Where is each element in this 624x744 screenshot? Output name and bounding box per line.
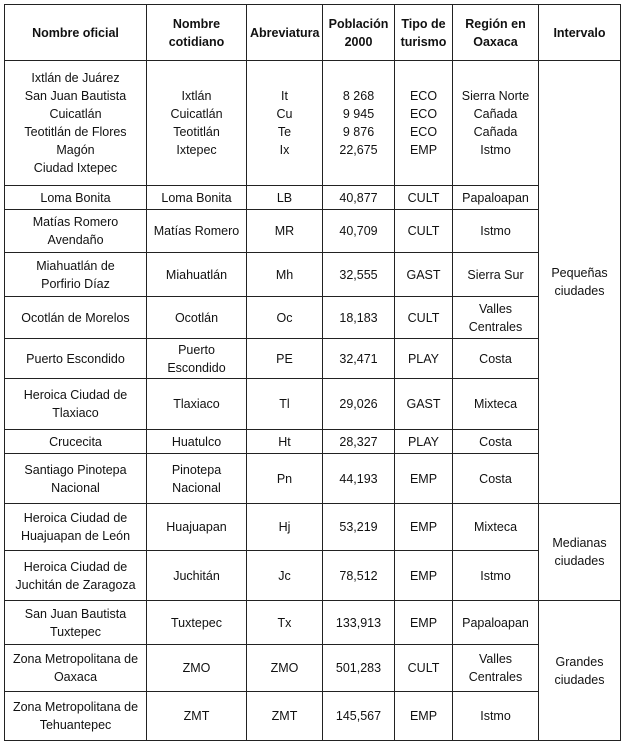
header-region: Región en Oaxaca — [453, 5, 539, 61]
cell-population: 29,026 — [323, 379, 395, 430]
cell-tourism-type: PLAY — [395, 430, 453, 454]
cell-region: Costa — [453, 339, 539, 379]
cell-population: 53,219 — [323, 504, 395, 551]
table-row — [5, 454, 621, 504]
cell-region: Istmo — [453, 692, 539, 741]
cell-common-name: Tuxtepec — [147, 601, 247, 645]
header-abbreviation: Abreviatura — [247, 5, 323, 61]
cell-common-name: ZMT — [147, 692, 247, 741]
header-official-name: Nombre oficial — [5, 5, 147, 61]
table-row — [5, 601, 621, 645]
header-population: Población 2000 — [323, 5, 395, 61]
table-row — [5, 504, 621, 551]
cell-abbreviation: PE — [247, 339, 323, 379]
cell-common-name: Puerto Escondido — [147, 339, 247, 379]
interval-medium-cities: Medianas ciudades — [539, 504, 621, 601]
cell-official-name: Matías Romero Avendaño — [5, 210, 147, 253]
table-row — [5, 61, 621, 186]
cell-region: Istmo — [453, 551, 539, 601]
cell-official-name: Heroica Ciudad de Tlaxiaco — [5, 379, 147, 430]
cell-tourism-type: GAST — [395, 253, 453, 297]
cell-common-name: ZMO — [147, 645, 247, 692]
cell-official-name: Crucecita — [5, 430, 147, 454]
cell-tourism-type: CULT — [395, 645, 453, 692]
cell-official-name: Heroica Ciudad de Juchitán de Zaragoza — [5, 551, 147, 601]
cell-population: 133,913 — [323, 601, 395, 645]
table-row — [5, 253, 621, 297]
cell-population: 44,193 — [323, 454, 395, 504]
cell-population: 18,183 — [323, 297, 395, 339]
cell-abbreviation: ZMO — [247, 645, 323, 692]
cell-population: 40,877 — [323, 186, 395, 210]
cell-region: Papaloapan — [453, 186, 539, 210]
cell-common-name: Loma Bonita — [147, 186, 247, 210]
cell-abbreviation: MR — [247, 210, 323, 253]
cell-official-name: Ocotlán de Morelos — [5, 297, 147, 339]
cell-common-name: Miahuatlán — [147, 253, 247, 297]
cell-official-name: Zona Metropolitana de Tehuantepec — [5, 692, 147, 741]
table-row — [5, 210, 621, 253]
cell-region: Valles Centrales — [453, 645, 539, 692]
cell-region: Costa — [453, 430, 539, 454]
cell-tourism-type: CULT — [395, 210, 453, 253]
cell-region: Costa — [453, 454, 539, 504]
cell-abbreviation: It Cu Te Ix — [247, 61, 323, 186]
header-common-name: Nombre cotidiano — [147, 5, 247, 61]
cell-region: Valles Centrales — [453, 297, 539, 339]
cell-region: Mixteca — [453, 504, 539, 551]
cell-official-name: Loma Bonita — [5, 186, 147, 210]
cell-official-name: Santiago Pinotepa Nacional — [5, 454, 147, 504]
cell-population: 145,567 — [323, 692, 395, 741]
cell-region: Papaloapan — [453, 601, 539, 645]
cell-population: 501,283 — [323, 645, 395, 692]
cell-tourism-type: EMP — [395, 454, 453, 504]
header-tourism-type: Tipo de turismo — [395, 5, 453, 61]
cell-abbreviation: Jc — [247, 551, 323, 601]
cell-official-name: Heroica Ciudad de Huajuapan de León — [5, 504, 147, 551]
cell-region: Sierra Norte Cañada Cañada Istmo — [453, 61, 539, 186]
cell-region: Sierra Sur — [453, 253, 539, 297]
cell-region: Mixteca — [453, 379, 539, 430]
table-row — [5, 645, 621, 692]
cell-population: 78,512 — [323, 551, 395, 601]
cell-common-name: Ocotlán — [147, 297, 247, 339]
cell-tourism-type: EMP — [395, 504, 453, 551]
cell-common-name: Huajuapan — [147, 504, 247, 551]
table-row — [5, 692, 621, 741]
cell-tourism-type: EMP — [395, 551, 453, 601]
cell-region: Istmo — [453, 210, 539, 253]
cell-abbreviation: Hj — [247, 504, 323, 551]
cell-common-name: Huatulco — [147, 430, 247, 454]
header-row — [5, 5, 621, 61]
cell-abbreviation: Tx — [247, 601, 323, 645]
cell-population: 32,471 — [323, 339, 395, 379]
cell-tourism-type: EMP — [395, 692, 453, 741]
cell-official-name: San Juan Bautista Tuxtepec — [5, 601, 147, 645]
cell-abbreviation: Tl — [247, 379, 323, 430]
cell-abbreviation: Mh — [247, 253, 323, 297]
table-row — [5, 551, 621, 601]
cell-abbreviation: Ht — [247, 430, 323, 454]
cell-common-name: Pinotepa Nacional — [147, 454, 247, 504]
cell-common-name: Juchitán — [147, 551, 247, 601]
cell-tourism-type: CULT — [395, 186, 453, 210]
cell-tourism-type: EMP — [395, 601, 453, 645]
cities-table — [4, 4, 621, 741]
cell-common-name: Tlaxiaco — [147, 379, 247, 430]
cell-common-name: Ixtlán Cuicatlán Teotitlán Ixtepec — [147, 61, 247, 186]
cell-official-name: Puerto Escondido — [5, 339, 147, 379]
cell-abbreviation: LB — [247, 186, 323, 210]
cell-tourism-type: CULT — [395, 297, 453, 339]
cell-official-name: Zona Metropolitana de Oaxaca — [5, 645, 147, 692]
cell-tourism-type: ECO ECO ECO EMP — [395, 61, 453, 186]
interval-small-cities: Pequeñas ciudades — [539, 61, 621, 504]
cell-official-name: Ixtlán de Juárez San Juan Bautista Cuicatlán Teotitlán de Flores Magón Ciudad Ixtepec — [5, 61, 147, 186]
cell-population: 8 268 9 945 9 876 22,675 — [323, 61, 395, 186]
cell-common-name: Matías Romero — [147, 210, 247, 253]
cell-abbreviation: Oc — [247, 297, 323, 339]
cell-abbreviation: ZMT — [247, 692, 323, 741]
table-row — [5, 339, 621, 379]
cell-official-name: Miahuatlán de Porfirio Díaz — [5, 253, 147, 297]
cell-population: 32,555 — [323, 253, 395, 297]
table-row — [5, 297, 621, 339]
cell-abbreviation: Pn — [247, 454, 323, 504]
table-row — [5, 430, 621, 454]
cell-tourism-type: GAST — [395, 379, 453, 430]
cell-population: 28,327 — [323, 430, 395, 454]
table-row — [5, 379, 621, 430]
cell-tourism-type: PLAY — [395, 339, 453, 379]
cell-population: 40,709 — [323, 210, 395, 253]
table-row — [5, 186, 621, 210]
header-interval: Intervalo — [539, 5, 621, 61]
interval-large-cities: Grandes ciudades — [539, 601, 621, 741]
